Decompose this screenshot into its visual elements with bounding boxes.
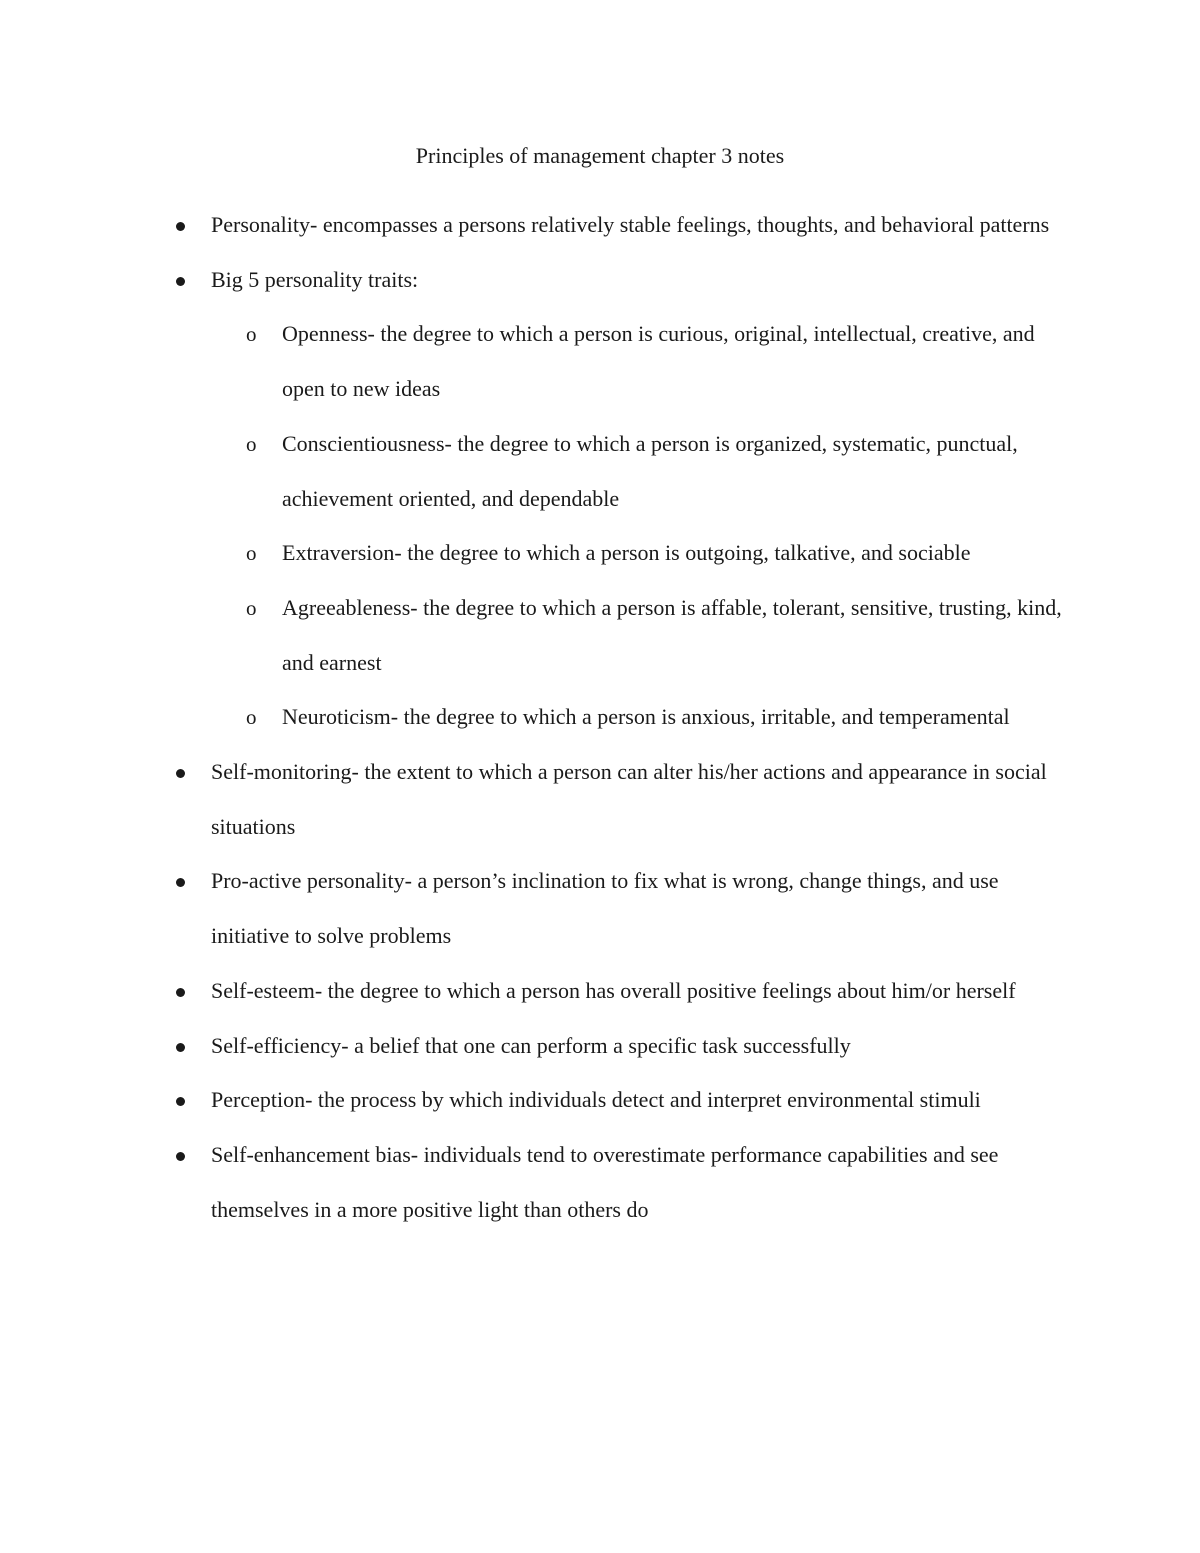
- notes-list: [0, 198, 1200, 1237]
- list-item-text: Openness- the degree to which a person is curious, original, intellectual, creative, and open to new ideas: [282, 321, 1035, 402]
- list-item-text: Agreeableness- the degree to which a person is affable, tolerant, sensitive, trusting, kind, and earnest: [282, 594, 1062, 675]
- list-item-text: Extraversion- the degree to which a person is outgoing, talkative, and sociable: [282, 540, 971, 566]
- list-item-text: Self-enhancement bias- individuals tend to overestimate performance capabilities and see themselves in a more positive light than others do: [211, 1141, 999, 1222]
- sub-list-item: [0, 417, 1072, 526]
- list-item-text: Self-esteem- the degree to which a person has overall positive feelings about him/or herself: [211, 977, 1016, 1003]
- bullet-circle-icon: o: [246, 541, 257, 566]
- list-item-text: Neuroticism- the degree to which a person is anxious, irritable, and temperamental: [282, 704, 1010, 730]
- sub-list-item: [0, 307, 1072, 416]
- bullet-circle-icon: o: [246, 431, 257, 456]
- list-item-text: Pro-active personality- a person’s inclination to fix what is wrong, change things, and use initiative to solve problems: [211, 868, 999, 949]
- bullet-circle-icon: o: [246, 705, 257, 730]
- sub-list-item: [0, 581, 1072, 690]
- list-item: [0, 854, 1081, 963]
- list-item-text: Self-monitoring- the extent to which a person can alter his/her actions and appearance in social situations: [211, 759, 1047, 839]
- sub-list-item: [0, 526, 1072, 581]
- list-item: [0, 253, 1081, 308]
- list-item-text: Big 5 personality traits:: [211, 266, 419, 292]
- list-item-text: Personality- encompasses a persons relatively stable feelings, thoughts, and behavioral patterns: [211, 212, 1050, 237]
- list-item: [0, 745, 1081, 854]
- bullet-circle-icon: o: [246, 595, 257, 620]
- sub-list-item: [0, 690, 1072, 745]
- bullet-circle-icon: o: [246, 322, 257, 347]
- list-item: [0, 964, 1081, 1019]
- list-item-text: Self-efficiency- a belief that one can perform a specific task successfully: [211, 1032, 851, 1058]
- list-item: [0, 1073, 1081, 1128]
- document-title: Principles of management chapter 3 notes: [415, 143, 785, 168]
- list-item-text: Perception- the process by which individuals detect and interpret environmental stimuli: [211, 1087, 981, 1113]
- list-item: [0, 198, 1081, 253]
- list-item-text: Conscientiousness- the degree to which a person is organized, systematic, punctual, achievement oriented, and dependable: [282, 430, 1018, 511]
- list-item: [0, 1128, 1081, 1237]
- list-item: [0, 1019, 1081, 1074]
